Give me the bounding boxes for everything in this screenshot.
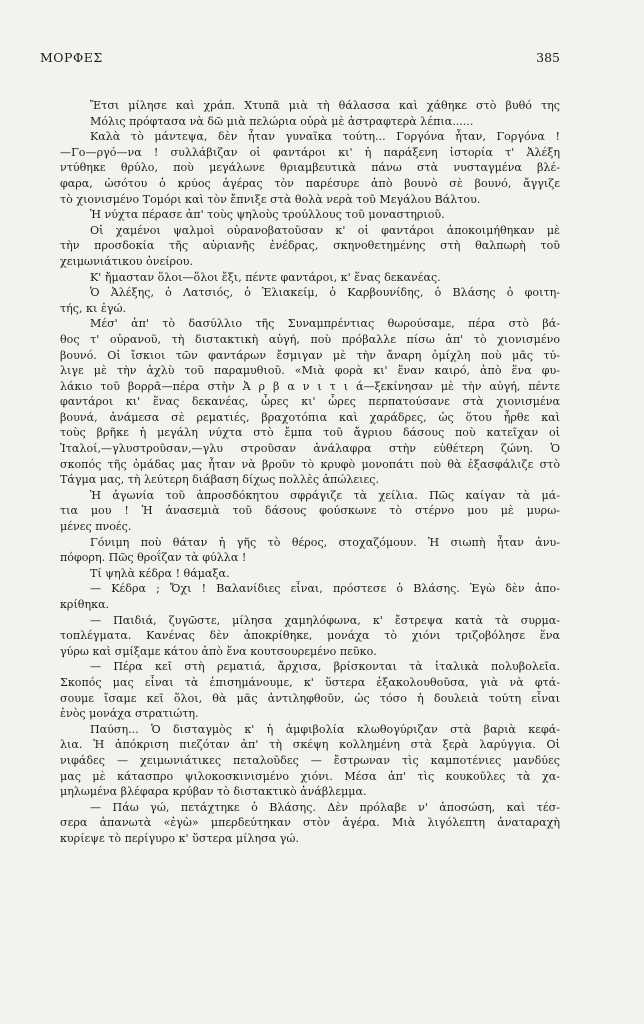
text-line: χειμωνιάτικου ὀνείρου.	[60, 254, 194, 268]
text-line: φαρα, ὡσότου ὁ κρύος ἀγέρας τὸν παρέσυρε ἀπὸ βουνὸ σὲ βουνό, ἄγγιζε	[60, 176, 560, 190]
text-line: λια. Ἡ ἀπόκριση πιεζόταν ἀπ' τὴ σκέψη κολλημένη στὰ ξερὰ λαρύγγια. Οἱ	[60, 738, 560, 752]
text-line: Τί ψηλὰ κέδρα ! θάμαξα.	[90, 566, 230, 580]
page-header	[40, 50, 560, 70]
text-line: λάκιο τοῦ βορρᾶ—πέρα στὴν Ἀ ρ β α ν ι τ ι ά—ξεκίνησαν μὲ τὴν αὐγή, πέντε	[60, 379, 560, 393]
text-line: Ἡ ἀγωνία τοῦ ἀπροσδόκητου σφράγιζε τὰ χείλια. Πῶς καίγαν τὰ μά-	[90, 488, 560, 502]
text-line: Οἱ χαμένοι ψαλμοὶ οὐρανοβατοῦσαν κ' οἱ φαντάροι ἀποκοιμήθηκαν μὲ	[90, 223, 560, 237]
text-line: κρίθηκα.	[60, 598, 110, 611]
running-title: ΜΟΡΦΕΣ	[40, 50, 103, 65]
text-line: μηλωμένα βλέφαρα κρύβαν τὸ διστακτικὸ ἀνάβλεμμα.	[60, 785, 367, 799]
text-line: τὴν προσδοκία τῆς αὐριανῆς ἐνέδρας, σκηνοθετημένης στὴ θαλπωρὴ τοῦ	[60, 239, 560, 253]
text-line: — Κέδρα ; Ὄχι ! Βαλανίδιες εἶναι, πρόστεσε ὁ Βλάσης. Ἐγὼ δὲν ἀπο-	[90, 582, 560, 596]
text-line: Καλὰ τὸ μάντεψα, δὲν ἦταν γυναῖκα τούτη... Γοργόνα ἦταν, Γοργόνα !	[90, 130, 560, 144]
text-line: —Γο—ργό—να ! συλλάβιζαν οἱ φαντάροι κι' ἡ παράξενη ἱστορία τ' Ἀλέξη	[60, 145, 560, 159]
text-line: — Πέρα κεῖ στὴ ρεματιά, ἄρχισα, βρίσκονται τὰ ἰταλικὰ πολυβολεῖα.	[90, 660, 560, 674]
text-line: κυρίεψε τὸ περίγυρο κ' ὕστερα μίλησα γώ.	[60, 831, 299, 845]
page-number: 385	[536, 50, 560, 65]
text-line: — Παιδιά, ζυγῶστε, μίλησα χαμηλόφωνα, κ' ἔστρεψα κατὰ τὰ συρμα-	[90, 613, 560, 627]
text-line: σερα ἀπανωτὰ «ἐγὼ» μπερδεύτηκαν στὸν ἀγέρα. Μιὰ λιγόλεπτη ἀναταραχὴ	[60, 816, 560, 830]
text-line: Μέσ' ἀπ' τὸ δασύλλιο τῆς Συναμπρέντιας θωρούσαμε, πέρα στὸ βά-	[90, 317, 560, 331]
text-line: τοπλέγματα. Κανένας δὲν ἀποκρίθηκε, μονάχα τὸ χιόνι τριζοβόλησε ἕνα	[60, 629, 560, 643]
text-line: βουνά, ἀνάμεσα σὲ ρεματιές, βραχοτόπια καὶ χαράδρες, ὡς ὅτου ἦρθε καὶ	[60, 410, 560, 424]
text-line: μένες πνοές.	[60, 520, 132, 534]
text-line: τια μου ! Ἡ ἀνασεμιὰ τοῦ δάσους φούσκωνε τὸ στέρνο μου μὲ μυρω-	[60, 504, 560, 518]
text-line: γύρω καὶ σμίξαμε κάτου ἀπὸ ἕνα κουτσουρεμένο πεῦκο.	[60, 644, 377, 658]
text-line: Ὁ Ἀλέξης, ὁ Λατσιός, ὁ Ἐλιακείμ, ὁ Καρβουνίδης, ὁ Βλάσης ὁ φοιτη-	[90, 286, 560, 300]
text-line: πόφορη. Πῶς θροΐζαν τὰ φύλλα !	[60, 551, 247, 565]
text-line: σκοπός τῆς ὁμάδας μας ἦταν νὰ βροῦν τὸ κρυφὸ μονοπάτι ποὺ θὰ ἐξασφάλιζε στὸ	[60, 457, 560, 471]
text-line: τὸ χιονισμένο Τομόρι καὶ τὸν ἔπνιξε στὰ θολὰ νερὰ τοῦ Μεγάλου Βάλτου.	[60, 192, 481, 206]
text-line: βουνό. Οἱ ἴσκιοι τῶν φαντάρων ἔσμιγαν μὲ τὴν ἄναρη ὀμίχλη ποὺ μᾶς τύ-	[60, 348, 560, 362]
text-line: τής, κι ἐγώ.	[60, 301, 127, 315]
body-text	[60, 98, 560, 847]
text-line: — Πάω γώ, πετάχτηκε ὁ Βλάσης. Δὲν πρόλαβε ν' ἀποσώση, καὶ τέσ-	[90, 800, 560, 814]
text-line: νιφάδες — χειμωνιάτικες πεταλοῦδες — ἔστρωναν τὶς καμποτένιες μανδύες	[60, 753, 560, 767]
text-line: σουμε ἴσαμε κεῖ ὅλοι, θὰ μᾶς ἀντιληφθοῦν, ὡς τόσο ἡ δουλειὰ τούτη εἶναι	[60, 691, 560, 705]
text-line: Ἰταλοί,—γλυστροῦσαν,—γλυ στροῦσαν ἀνάλαφρα στὴν εὐθέτερη ζώνη. Ὁ	[60, 442, 560, 456]
text-line: Μόλις πρόφτασα νὰ δῶ μιὰ πελώρια οὐρὰ μὲ ἀστραφτερὰ λέπια......	[90, 114, 474, 128]
text-line: ἑνὸς μονάχα στρατιώτη.	[60, 707, 199, 721]
text-line: Γόνιμη ποὺ θάταν ἡ γῆς τὸ θέρος, στοχαζόμουν. Ἡ σιωπὴ ἦταν ἀνυ-	[90, 535, 560, 549]
text-line: τοὺς βρῆκε ἡ μεγάλη νύχτα στὸ ἔμπα τοῦ ἄγριου δάσους ποὺ κατεῖχαν οἱ	[60, 426, 560, 440]
text-line: μας μὲ κάτασπρο ψιλοκοσκινισμένο χιόνι. Μέσα ἀπ' τὶς κουκοῦλες τὰ χα-	[60, 769, 560, 783]
text-line: Σκοπός μας εἶναι τὰ ἐπισημάνουμε, κ' ὕστερα ἐξακολουθοῦσα, γιὰ νὰ φτά-	[60, 675, 560, 689]
text-line: Ἔτσι μίλησε καὶ χράπ. Χτυπᾶ μιὰ τὴ θάλασσα καὶ χάθηκε στὸ βυθό της	[90, 99, 560, 112]
text-line: Παύση... Ὁ δισταγμὸς κ' ἡ ἀμφιβολία κλωθογύριζαν στὰ βαριὰ κεφά-	[90, 722, 560, 736]
text-line: θος τ' οὐρανοῦ, τὴ διστακτικὴ αὐγή, ποὺ πρόβαλλε πίσω ἀπ' τὸ χιονισμένο	[60, 332, 560, 346]
text-line: Τάγμα μας, τὴ λεύτερη διάβαση δίχως πολλὲς ἀπώλειες.	[60, 473, 380, 487]
text-line: λιγε μὲ τὴν ἀχλὺ τοῦ παραμυθιοῦ. «Μιὰ φορὰ κι' ἕναν καιρό, ἀπὸ ἕνα φυ-	[60, 364, 560, 378]
text-line: ντύθηκε θρύλο, ποὺ μεγάλωνε θριαμβευτικὰ πάνω στὰ νυσταγμένα βλέ-	[60, 161, 560, 175]
text-line: Κ' ἤμασταν ὅλοι—ὅλοι ἔξι, πέντε φαντάροι, κ' ἕνας δεκανέας.	[90, 270, 441, 284]
text-line: φαντάροι κι' ἕνας δεκανέας, ὧρες κι' ὧρες περπατούσανε στὰ χιονισμένα	[60, 395, 560, 409]
text-line: Ἡ νύχτα πέρασε ἀπ' τοὺς ψηλοὺς τρούλλους τοῦ μοναστηριοῦ.	[90, 208, 445, 222]
